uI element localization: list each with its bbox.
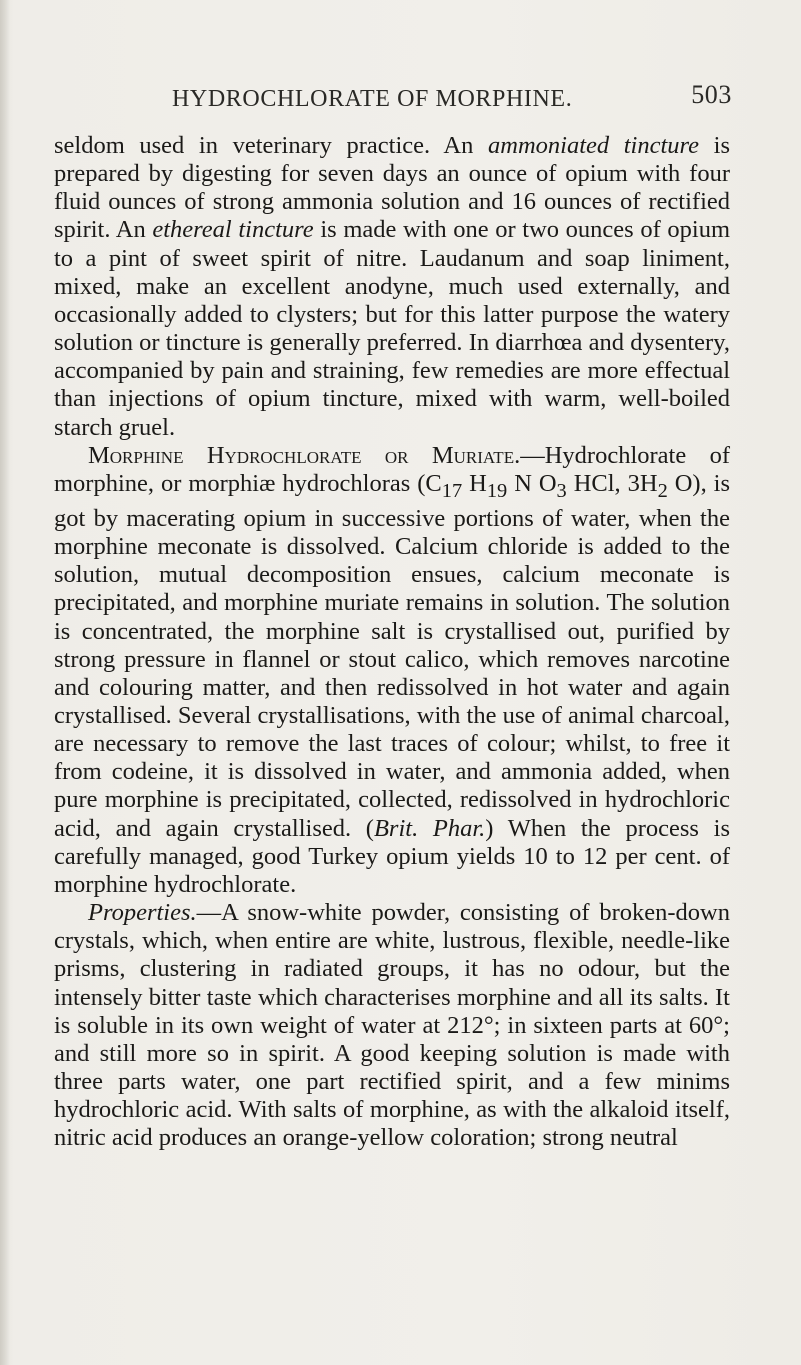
- text-run: seldom used in veterinary practice. An: [54, 132, 488, 159]
- page-number: 503: [691, 80, 732, 109]
- running-title: HYDROCHLORATE OF MORPHINE.: [172, 86, 573, 112]
- section-heading: Morphine Hydrochlorate or Muriate.: [88, 441, 521, 469]
- italic-term: ethereal tincture: [152, 216, 314, 244]
- body-text: [54, 132, 730, 1153]
- text-run: HCl, 3H: [566, 469, 658, 497]
- text-run: is prepared by digesting for seven days an ounce of opium with four fluid ounces of strong ammonia solution and 16 ounces of rectified spirit. An: [54, 132, 731, 244]
- subscript: 19: [486, 479, 508, 502]
- text-run: —A snow-white powder, consisting of broken-down crystals, which, when entire are white, lustrous, flexible, needle-like prisms, clustering in radiated groups, it has no odour, but the intensely bitter taste which characterises morphine and all its salts. It is soluble in its own weight of water at 212°; in sixteen parts at 60°; and still more so in spirit. A good keeping solution is made with three parts water, one part rectified spirit, and a few minims hydrochloric acid. With salts of morphine, as with the alkaloid itself, nitric acid produces an orange-yellow coloration; strong neutral: [54, 899, 730, 1152]
- italic-term: ammoniated tincture: [488, 132, 700, 159]
- page-gutter-shadow: [0, 0, 10, 1365]
- text-run: ) When the process is carefully managed, good Turkey opium yields 10 to 12 per cent. of morphine hydrochlorate.: [54, 814, 730, 898]
- subscript: 2: [657, 479, 668, 502]
- italic-citation: Brit. Phar.: [373, 814, 486, 842]
- text-run: O), is got by macerating opium in successive portions of water, when the morphine meconate is dissolved. Calcium chloride is added to the solution, mutual decomposition ensues, calcium meconate is precipitated, and morphine muriate remains in solution. The solution is concentrated, the morphine salt is crystallised out, purified by strong pressure in flannel or stout calico, which removes narcotine and colouring matter, and then redissolved in hot water and again crystallised. Several crystallisations, with the use of animal charcoal, are necessary to remove the last traces of colour; whilst, to free it from codeine, it is dissolved in water, and ammonia added, when pure morphine is precipitated, collected, redissolved in hydrochloric acid, and again crystallised. (: [54, 469, 730, 842]
- text-run: N O: [507, 469, 557, 497]
- running-head: [172, 80, 732, 116]
- text-run: is made with one or two ounces of opium to a pint of sweet spirit of nitre. Laudanum and soap liniment, mixed, make an excellent anodyne, much used externally, and occasionally added to clysters; but for this latter purpose the watery solution or tincture is generally preferred. In diarrhœa and dysentery, accompanied by pain and straining, few remedies are more effectual than injections of opium tincture, mixed with warm, well-boiled starch gruel.: [54, 216, 731, 441]
- paragraph-morphine-hydrochlorate: [54, 442, 730, 899]
- paragraph-properties: [54, 899, 730, 1152]
- subscript: 17: [441, 479, 463, 502]
- text-run: —Hydrochlorate of morphine, or morphiæ hydrochloras (C: [54, 441, 731, 497]
- paragraph-opium-tinctures: [54, 132, 730, 442]
- italic-subheading: Properties.: [88, 899, 197, 927]
- text-run: H: [462, 469, 487, 497]
- subscript: 3: [556, 479, 567, 502]
